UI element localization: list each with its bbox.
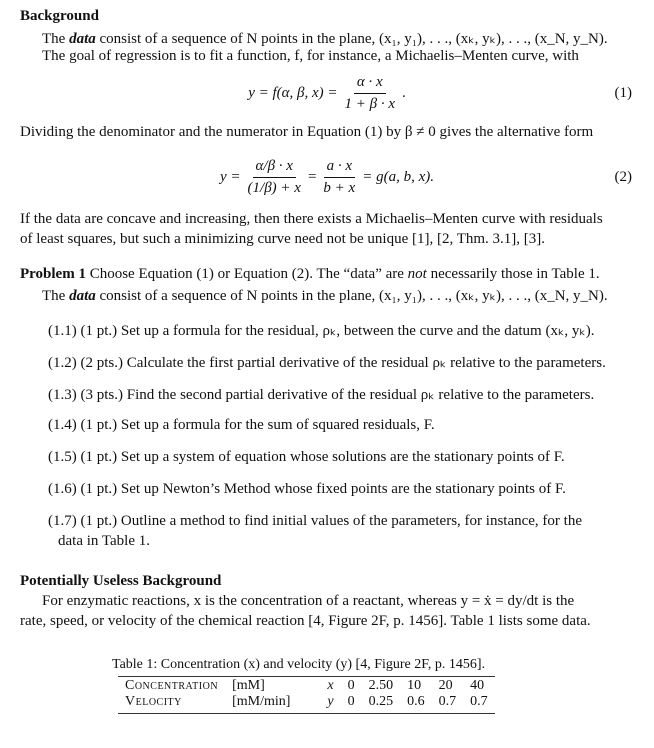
row-label: Concentration xyxy=(125,678,219,693)
cell: 0.25 xyxy=(368,694,394,709)
paragraph: The data consist of a sequence of N points in the plane, (x₁, y₁), . . ., (xₖ, yₖ), . . ., (x_N, y_N). xyxy=(42,31,608,47)
equation-1: y = f(α, β, x) = $\frac{\alpha \cdot x}{1 + \beta \cdot x}$ . (1) xyxy=(248,74,632,112)
data-table xyxy=(118,676,495,714)
row-label: Velocity xyxy=(125,694,182,709)
problem-item: (1.2) (2 pts.) Calculate the first partial derivative of the residual ρₖ relative to the parameters. xyxy=(48,355,606,371)
paragraph: rate, speed, or velocity of the chemical reaction [4, Figure 2F, p. 1456]. Table 1 lists some data. xyxy=(20,613,591,629)
cell: 0 xyxy=(347,694,355,709)
problem-item: (1.7) (1 pt.) Outline a method to find initial values of the parameters, for instance, for the xyxy=(48,513,583,529)
paragraph: If the data are concave and increasing, then there exists a Michaelis–Menten curve with residuals xyxy=(20,211,603,227)
useless-heading: Potentially Useless Background xyxy=(20,573,222,589)
table-row xyxy=(118,694,495,710)
cell: 2.50 xyxy=(368,678,394,693)
symbol: y xyxy=(327,694,334,709)
cell: 0.7 xyxy=(470,694,488,709)
problem-intro: Problem 1 Choose Equation (1) or Equation (2). The “data” are not necessarily those in Table 1. xyxy=(20,266,600,282)
problem-item: (1.6) (1 pt.) Set up Newton’s Method whose fixed points are the stationary points of F. xyxy=(48,481,566,497)
problem-item: (1.1) (1 pt.) Set up a formula for the residual, ρₖ, between the curve and the datum (xₖ, yₖ). xyxy=(48,323,595,339)
cell: 40 xyxy=(470,678,485,693)
cell: 20 xyxy=(438,678,453,693)
paragraph: For enzymatic reactions, x is the concentration of a reactant, whereas y = ẋ = dy/dt is the xyxy=(42,593,575,609)
cell: 0.6 xyxy=(407,694,425,709)
paragraph: of least squares, but such a minimizing curve need not be unique [1], [2, Thm. 3.1], [3]. xyxy=(20,231,546,247)
paragraph: Dividing the denominator and the numerator in Equation (1) by β ≠ 0 gives the alternative form xyxy=(20,124,594,140)
symbol: x xyxy=(327,678,334,693)
unit: [mM] xyxy=(232,678,265,693)
problem-item: (1.3) (3 pts.) Find the second partial derivative of the residual ρₖ relative to the parameters. xyxy=(48,387,595,403)
unit: [mM/min] xyxy=(232,694,291,709)
paragraph: The data consist of a sequence of N points in the plane, (x₁, y₁), . . ., (xₖ, yₖ), . . ., (x_N, y_N). xyxy=(42,288,608,304)
paragraph: The goal of regression is to fit a function, f, for instance, a Michaelis–Menten curve, with xyxy=(42,48,579,64)
problem-item: (1.4) (1 pt.) Set up a formula for the sum of squared residuals, F. xyxy=(48,417,435,433)
cell: 0.7 xyxy=(438,694,457,709)
table-caption: Table 1: Concentration (x) and velocity (y) [4, Figure 2F, p. 1456]. xyxy=(112,657,486,672)
problem-item-continuation: data in Table 1. xyxy=(58,533,150,549)
problem-item: (1.5) (1 pt.) Set up a system of equation whose solutions are the stationary points of F. xyxy=(48,449,565,465)
background-heading: Background xyxy=(20,8,99,24)
table-row xyxy=(118,678,495,694)
cell: 0 xyxy=(347,678,355,693)
equation-2: y = $\frac{\alpha/\beta \cdot x}{(1/\beta) + x}$ = $\frac{a \cdot x}{b + x}$ = g(a, b, x). (2) xyxy=(220,158,632,196)
cell: 10 xyxy=(407,678,422,693)
